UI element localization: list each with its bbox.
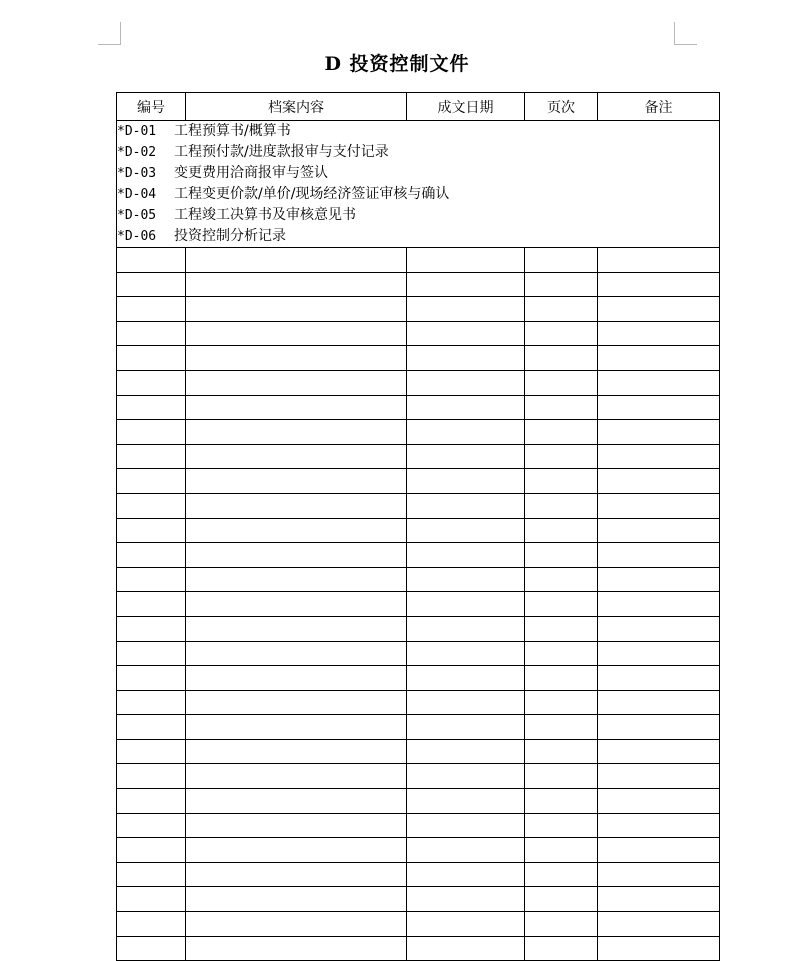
table-row [117, 444, 720, 469]
item-code: *D-02 [117, 145, 157, 160]
empty-cell [525, 641, 598, 666]
empty-cell [407, 789, 525, 814]
empty-cell [186, 862, 407, 887]
list-item [117, 184, 719, 205]
empty-cell [117, 395, 186, 420]
empty-cell [598, 838, 720, 863]
empty-cell [186, 616, 407, 641]
empty-cell [407, 469, 525, 494]
empty-cell [598, 543, 720, 568]
table-row [117, 813, 720, 838]
table-row [117, 321, 720, 346]
empty-cell [525, 666, 598, 691]
table-row [117, 248, 720, 273]
table-row [117, 838, 720, 863]
empty-cell [117, 715, 186, 740]
empty-cell [186, 912, 407, 937]
table-row [117, 518, 720, 543]
item-code: *D-06 [117, 229, 157, 244]
empty-cell [598, 370, 720, 395]
table-row [117, 543, 720, 568]
empty-cell [598, 666, 720, 691]
empty-cell [525, 370, 598, 395]
empty-cell [117, 321, 186, 346]
empty-cell [525, 912, 598, 937]
table-row [117, 469, 720, 494]
empty-cell [117, 912, 186, 937]
empty-cell [186, 592, 407, 617]
header-remarks: 备注 [598, 93, 720, 121]
empty-cell [117, 887, 186, 912]
empty-cell [186, 543, 407, 568]
empty-cell [525, 862, 598, 887]
empty-cell [598, 493, 720, 518]
empty-cell [407, 813, 525, 838]
empty-cell [407, 936, 525, 961]
item-code: *D-04 [117, 187, 157, 202]
empty-cell [598, 641, 720, 666]
empty-cell [407, 444, 525, 469]
contents-cell [117, 121, 720, 248]
header-date: 成文日期 [407, 93, 525, 121]
list-item [117, 205, 719, 226]
empty-cell [598, 469, 720, 494]
empty-cell [525, 444, 598, 469]
empty-cell [407, 321, 525, 346]
header-archive-content: 档案内容 [186, 93, 407, 121]
header-page: 页次 [525, 93, 598, 121]
empty-cell [186, 739, 407, 764]
table-row [117, 641, 720, 666]
empty-cell [598, 592, 720, 617]
empty-cell [407, 862, 525, 887]
empty-cell [407, 248, 525, 273]
empty-cell [598, 936, 720, 961]
empty-cell [117, 616, 186, 641]
document-title: D 投资控制文件 [324, 53, 470, 75]
empty-cell [407, 764, 525, 789]
empty-cell [407, 493, 525, 518]
table-row [117, 272, 720, 297]
empty-cell [525, 469, 598, 494]
empty-cell [598, 887, 720, 912]
empty-cell [525, 543, 598, 568]
table-row [117, 592, 720, 617]
empty-cell [598, 715, 720, 740]
empty-cell [598, 444, 720, 469]
empty-cell [407, 346, 525, 371]
empty-cell [525, 887, 598, 912]
empty-cell [407, 690, 525, 715]
empty-cell [117, 666, 186, 691]
empty-cell [117, 420, 186, 445]
empty-cell [117, 690, 186, 715]
empty-cell [117, 764, 186, 789]
list-item [117, 121, 719, 142]
list-item [117, 142, 719, 163]
empty-cell [117, 592, 186, 617]
empty-cell [186, 321, 407, 346]
empty-cell [407, 592, 525, 617]
empty-cell [186, 789, 407, 814]
empty-cell [407, 838, 525, 863]
empty-cell [117, 838, 186, 863]
empty-cell [598, 813, 720, 838]
empty-cell [186, 666, 407, 691]
empty-cell [525, 321, 598, 346]
empty-cell [117, 469, 186, 494]
table-row [117, 395, 720, 420]
empty-cell [598, 764, 720, 789]
table-row [117, 370, 720, 395]
empty-cell [117, 248, 186, 273]
empty-cell [407, 616, 525, 641]
table-row [117, 789, 720, 814]
empty-cell [407, 518, 525, 543]
table-row [117, 887, 720, 912]
empty-cell [117, 936, 186, 961]
table-row [117, 862, 720, 887]
empty-cell [186, 469, 407, 494]
item-text: 工程预算书/概算书 [174, 123, 291, 139]
empty-cell [186, 420, 407, 445]
empty-cell [117, 862, 186, 887]
header-row [117, 93, 720, 121]
empty-cell [186, 936, 407, 961]
item-code: *D-03 [117, 166, 157, 181]
empty-cell [186, 370, 407, 395]
empty-cell [117, 789, 186, 814]
empty-cell [407, 739, 525, 764]
empty-cell [598, 518, 720, 543]
empty-cell [525, 395, 598, 420]
empty-cell [598, 862, 720, 887]
empty-cell [525, 592, 598, 617]
empty-cell [598, 321, 720, 346]
empty-cell [598, 690, 720, 715]
empty-cell [525, 936, 598, 961]
empty-cell [117, 518, 186, 543]
empty-cell [525, 420, 598, 445]
archive-table [116, 92, 720, 961]
empty-cell [186, 493, 407, 518]
table-row [117, 420, 720, 445]
empty-cell [407, 297, 525, 322]
empty-cell [525, 518, 598, 543]
empty-cell [117, 272, 186, 297]
empty-cell [525, 838, 598, 863]
empty-cell [117, 493, 186, 518]
item-text: 工程预付款/进度款报审与支付记录 [174, 144, 389, 160]
empty-cell [598, 395, 720, 420]
empty-cell [407, 395, 525, 420]
empty-cell [186, 764, 407, 789]
header-number: 编号 [117, 93, 186, 121]
empty-cell [407, 370, 525, 395]
empty-cell [598, 567, 720, 592]
page-corner-mark-top-left [98, 22, 121, 45]
empty-cell [117, 567, 186, 592]
empty-cell [598, 346, 720, 371]
list-item [117, 226, 719, 247]
empty-cell [186, 690, 407, 715]
empty-cell [186, 567, 407, 592]
empty-cell [525, 789, 598, 814]
empty-cell [407, 887, 525, 912]
empty-cell [598, 739, 720, 764]
empty-cell [186, 887, 407, 912]
empty-cell [186, 715, 407, 740]
empty-cell [407, 666, 525, 691]
empty-cell [525, 690, 598, 715]
table-row [117, 493, 720, 518]
table-row [117, 666, 720, 691]
item-text: 变更费用洽商报审与签认 [174, 165, 328, 181]
item-text: 工程竣工决算书及审核意见书 [174, 207, 356, 223]
empty-cell [525, 567, 598, 592]
empty-cell [117, 370, 186, 395]
empty-cell [186, 346, 407, 371]
empty-cell [117, 739, 186, 764]
table-row [117, 936, 720, 961]
empty-cell [117, 813, 186, 838]
page-corner-mark-top-right [674, 22, 697, 45]
empty-cell [186, 297, 407, 322]
empty-cell [525, 346, 598, 371]
table-row [117, 764, 720, 789]
empty-cell [186, 518, 407, 543]
item-text: 工程变更价款/单价/现场经济签证审核与确认 [174, 186, 450, 202]
empty-cell [186, 641, 407, 666]
empty-cell [525, 813, 598, 838]
empty-cell [525, 297, 598, 322]
empty-cell [186, 444, 407, 469]
empty-cell [525, 739, 598, 764]
empty-cell [525, 715, 598, 740]
empty-cell [407, 641, 525, 666]
table-row [117, 297, 720, 322]
empty-cell [117, 543, 186, 568]
empty-cell [598, 912, 720, 937]
contents-row [117, 121, 720, 248]
empty-cell [117, 444, 186, 469]
empty-cell [186, 272, 407, 297]
item-code: *D-01 [117, 124, 157, 139]
empty-cell [186, 813, 407, 838]
table-row [117, 567, 720, 592]
empty-cell [186, 248, 407, 273]
table-row [117, 346, 720, 371]
empty-cell [407, 715, 525, 740]
table-row [117, 690, 720, 715]
empty-cell [598, 616, 720, 641]
empty-cell [598, 789, 720, 814]
table-row [117, 912, 720, 937]
table-row [117, 616, 720, 641]
empty-cell [117, 346, 186, 371]
empty-cell [525, 272, 598, 297]
empty-cell [525, 248, 598, 273]
list-item [117, 163, 719, 184]
empty-cell [407, 420, 525, 445]
empty-cell [117, 641, 186, 666]
table-row [117, 739, 720, 764]
empty-cell [598, 248, 720, 273]
empty-cell [186, 395, 407, 420]
empty-cell [598, 420, 720, 445]
empty-cell [525, 764, 598, 789]
empty-cell [186, 838, 407, 863]
empty-cell [407, 272, 525, 297]
empty-cell [598, 297, 720, 322]
empty-cell [525, 493, 598, 518]
empty-cell [525, 616, 598, 641]
item-text: 投资控制分析记录 [174, 228, 286, 244]
item-code: *D-05 [117, 208, 157, 223]
empty-cell [407, 543, 525, 568]
table-row [117, 715, 720, 740]
empty-cell [117, 297, 186, 322]
empty-cell [407, 567, 525, 592]
empty-cell [407, 912, 525, 937]
empty-cell [598, 272, 720, 297]
